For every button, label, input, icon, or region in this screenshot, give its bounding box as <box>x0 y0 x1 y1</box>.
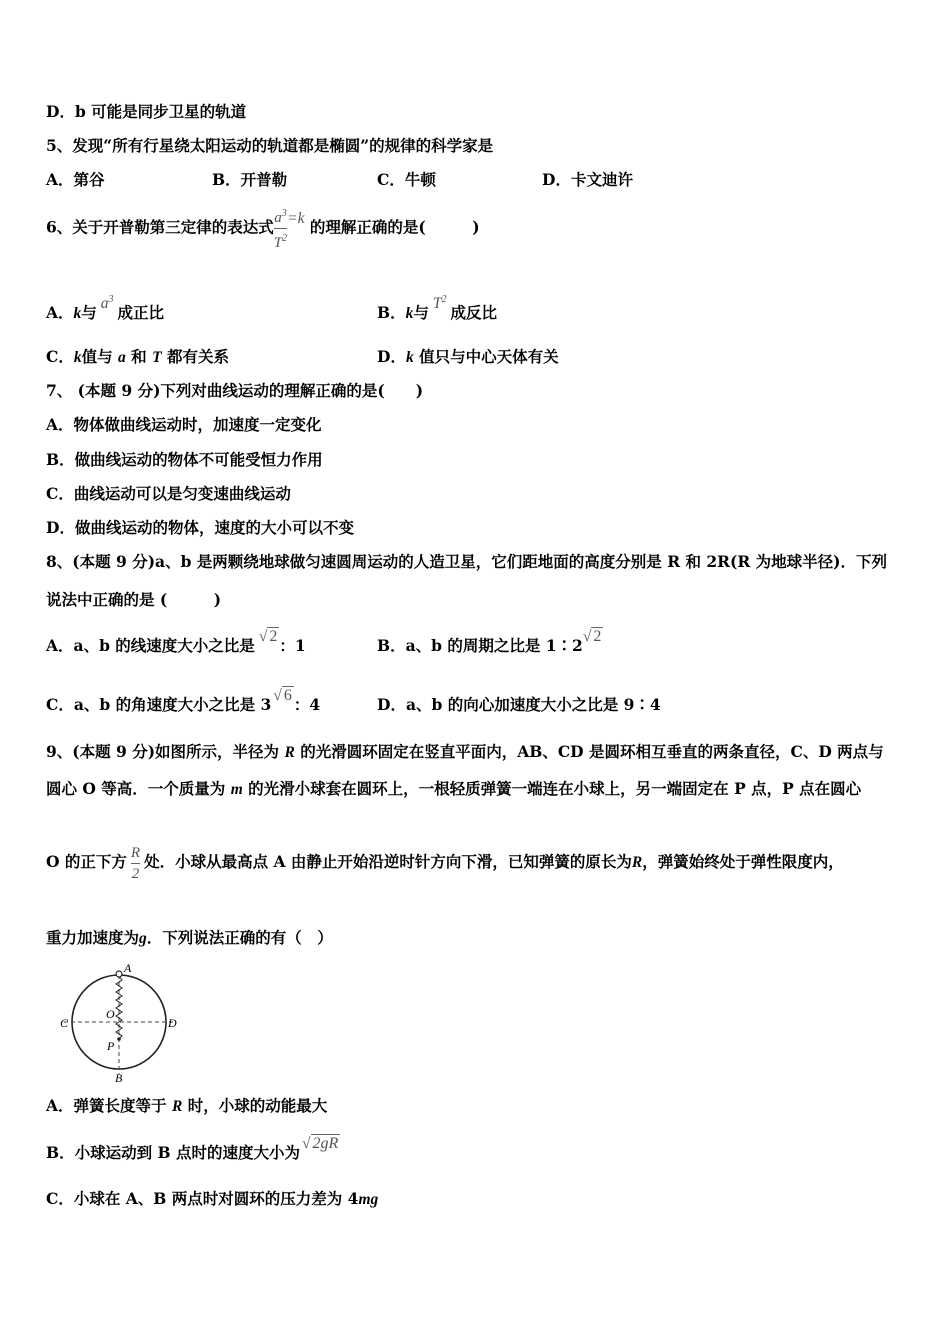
ring-spring-figure <box>56 962 186 1082</box>
q8-option-d: D．a、b 的向心加速度大小之比是 9∶4 <box>377 695 661 714</box>
label-c: C <box>60 1016 69 1030</box>
q7-option-c: C．曲线运动可以是匀变速曲线运动 <box>46 484 291 503</box>
r-over-2-fraction: $\frac{R}{2}$ <box>130 844 141 882</box>
q9-option-b: B．小球运动到 B 点时的速度大小为 √ 2gR <box>46 1135 339 1162</box>
q6-stem-post: 的理解正确的是( ) <box>309 217 480 237</box>
q5-option-d: D．卡文迪许 <box>542 170 633 189</box>
q6-option-d: D．k 值只与中心天体有关 <box>377 347 559 366</box>
kepler-fraction <box>274 205 287 252</box>
ball <box>116 971 122 977</box>
point-p <box>117 1037 121 1041</box>
q8-option-c: C．a、b 的角速度大小之比是 3 √ 6 ：4 <box>46 687 321 714</box>
q4-option-d: D．b 可能是同步卫星的轨道 <box>46 102 247 121</box>
q8-option-b: B．a、b 的周期之比是 1∶2√ 2 <box>377 628 602 655</box>
q8-stem-line1: 8、(本题 9 分)a、b 是两颗绕地球做匀速圆周运动的人造卫星，它们距地面的高度分别是 R 和 2R(R 为地球半径)．下列 <box>46 552 887 571</box>
kepler-numerator: $a^3$ <box>274 208 287 226</box>
sqrt-6: √ 6 <box>273 687 292 704</box>
sqrt-2-a: √ 2 <box>258 628 278 645</box>
q9-stem-line1: 9、(本题 9 分)如图所示，半径为 R 的光滑圆环固定在竖直平面内，AB、CD 是圆环相互垂直的两条直径，C、D 两点与 <box>46 742 884 761</box>
q5-option-c: C．牛顿 <box>377 170 436 189</box>
q6-option-b: B．k与 $T^2$成反比 <box>377 294 498 323</box>
sqrt-2gr: √ 2gR <box>302 1135 339 1152</box>
q9-option-c: C．小球在 A、B 两点时对圆环的压力差为 4mg <box>46 1189 379 1208</box>
q9-option-a: A．弹簧长度等于 R 时，小球的动能最大 <box>46 1096 328 1115</box>
sqrt-2-b: √ 2 <box>582 628 602 645</box>
q5-option-a: A．第谷 <box>46 170 105 189</box>
q8-stem-line2: 说法中正确的是 ( ) <box>46 590 222 609</box>
q6-stem <box>46 205 480 252</box>
t-squared: $T^2$ <box>432 294 447 313</box>
kepler-rhs: =k <box>287 209 305 227</box>
q9-stem-line4: 重力加速度为g．下列说法正确的有（ ） <box>46 928 333 947</box>
q6-option-a: A．k与 $a^3$成正比 <box>46 294 165 323</box>
label-d: D <box>168 1016 177 1030</box>
kepler-denominator: $T^2$ <box>273 233 288 251</box>
q5-stem: 5、发现“所有行星绕太阳运动的轨道都是椭圆”的规律的科学家是 <box>46 136 494 155</box>
label-b: B <box>115 1071 123 1082</box>
q8-option-a: A．a、b 的线速度大小之比是 √ 2 ：1 <box>46 628 306 655</box>
q7-option-b: B．做曲线运动的物体不可能受恒力作用 <box>46 450 323 469</box>
q5-option-b: B．开普勒 <box>212 170 288 189</box>
q9-stem-line3: O 的正下方 $\frac{R}{2}$ 处．小球从最高点 A 由静止开始沿逆时针方向下滑，已知弹簧的原长为R，弹簧始终处于弹性限度内， <box>46 844 844 882</box>
label-a: A <box>124 962 132 975</box>
q7-option-d: D．做曲线运动的物体，速度的大小可以不变 <box>46 518 354 537</box>
q6-stem-pre: 6、关于开普勒第三定律的表达式 <box>46 217 274 237</box>
a-cubed: $a^3$ <box>100 294 114 313</box>
label-o: O <box>106 1007 115 1021</box>
label-p: P <box>107 1039 115 1053</box>
q7-option-a: A．物体做曲线运动时，加速度一定变化 <box>46 415 322 434</box>
spring <box>116 976 122 1039</box>
q7-stem: 7、 (本题 9 分)下列对曲线运动的理解正确的是( ) <box>46 381 424 400</box>
q9-stem-line2: 圆心 O 等高．一个质量为 m 的光滑小球套在圆环上，一根轻质弹簧一端连在小球上，另一端固定在 P 点，P 点在圆心 <box>46 779 862 798</box>
q6-option-c: C．k值与 a 和 T 都有关系 <box>46 347 229 366</box>
